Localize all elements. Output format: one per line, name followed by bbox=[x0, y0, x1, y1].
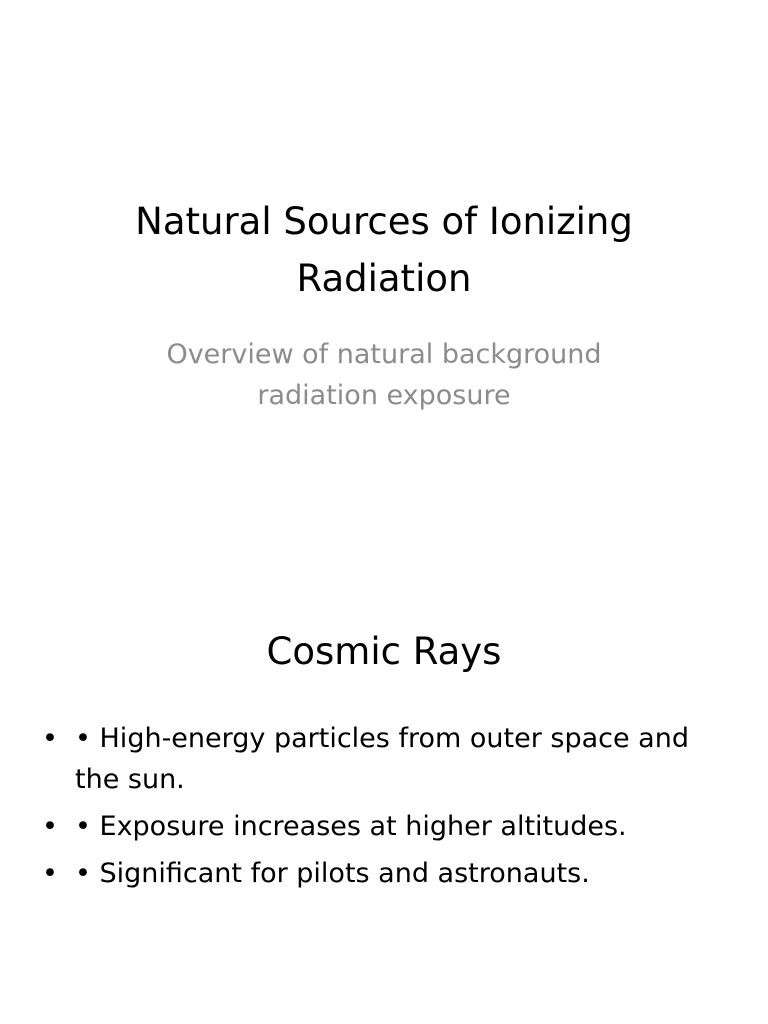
list-item bbox=[40, 718, 728, 800]
bullet-marker: • bbox=[42, 858, 58, 889]
bullet-marker: • bbox=[42, 811, 58, 842]
bullet-list bbox=[40, 718, 728, 900]
bullet-marker: • bbox=[42, 723, 58, 754]
bullet-text: • High-energy particles from outer space and the sun. bbox=[75, 723, 689, 795]
slide-subtitle: Overview of natural background radiation exposure bbox=[166, 339, 602, 411]
list-item bbox=[40, 806, 728, 847]
slide-heading: Cosmic Rays bbox=[266, 630, 502, 673]
list-item bbox=[40, 853, 728, 894]
slide-title: Natural Sources of Ionizing Radiation bbox=[135, 200, 633, 300]
content-slide bbox=[0, 576, 768, 1024]
bullet-text: • Significant for pilots and astronauts. bbox=[75, 858, 590, 889]
bullet-text: • Exposure increases at higher altitudes. bbox=[75, 811, 627, 842]
